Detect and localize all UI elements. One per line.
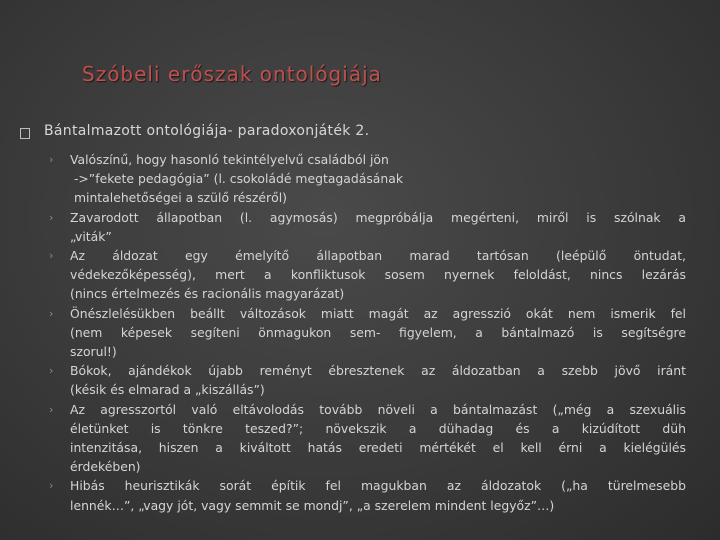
- chevron-right-icon: ›: [49, 153, 54, 166]
- list-item: [49, 476, 686, 514]
- list-item-line: védekezőképesség), mert a konfliktusok sosem nyernek feloldást, nincs lezárás: [70, 267, 686, 283]
- list-item-line: (nincs értelmezés és racionális magyarázat): [70, 286, 345, 302]
- list-item-line: Az áldozat egy émelyítő állapotban marad tartósan (leépülő öntudat,: [70, 248, 686, 264]
- list-item: [49, 208, 686, 246]
- list-item: [49, 246, 686, 304]
- list-item-line: életünket is tönkre teszed?”; növekszik a dühadag és a kizúdított düh: [70, 420, 686, 436]
- chevron-right-icon: ›: [49, 306, 54, 320]
- list-item-line: lennék…”, „vagy jót, vagy semmit se mondj”, „a szerelem mindent legyőz”…): [70, 497, 555, 513]
- list-item-line: (késik és elmarad a „kiszállás”): [70, 382, 265, 398]
- list-item-line: Önészlelésükben beállt változások miatt magát az agresszió okát nem ismerik fel: [70, 305, 686, 321]
- chevron-right-icon: ›: [49, 402, 54, 416]
- main-bullet-text: Bántalmazott ontológiája- paradoxonjáték 2.: [44, 123, 370, 139]
- sub-bullet-list: [49, 150, 686, 515]
- list-item-line: ->”fekete pedagógia” (l. csokoládé megtagadásának: [70, 171, 403, 187]
- list-item-line: (nem képesek segíteni önmagukon sem- figyelem, a bántalmazó is segítségre: [70, 324, 686, 340]
- list-item-line: szorul!): [70, 344, 117, 360]
- list-item-line: Hibás heurisztikák sorát építik fel magukban az áldozatok („ha türelmesebb: [70, 478, 686, 494]
- list-item-line: „viták”: [70, 228, 112, 244]
- list-item-line: intenzitása, hiszen a kiváltott hatás eredeti mértékét el kell érni a kielégülés: [70, 440, 686, 456]
- chevron-right-icon: ›: [49, 364, 54, 378]
- list-item: [49, 304, 686, 362]
- list-item-line: Bókok, ajándékok újabb reményt ébresztenek az áldozatban a szebb jövő iránt: [70, 363, 686, 379]
- slide-title: Szóbeli erőszak ontológiája: [82, 62, 382, 86]
- list-item: [49, 361, 686, 399]
- square-bullet-icon: [20, 128, 30, 139]
- list-item-line: Valószínű, hogy hasonló tekintélyelvű családból jön: [70, 152, 389, 167]
- list-item-line: Az agresszortól való eltávolodás tovább növeli a bántalmazást („még a szexuális: [70, 401, 686, 417]
- list-item-line: mintalehetőségei a szülő részéről): [70, 190, 287, 206]
- list-item: [49, 400, 686, 477]
- list-item-line: Zavarodott állapotban (l. agymosás) megpróbálja megérteni, miről is szólnak a: [70, 209, 686, 225]
- chevron-right-icon: ›: [49, 210, 54, 224]
- list-item: [49, 150, 686, 208]
- list-item-line: érdekében): [70, 459, 141, 475]
- chevron-right-icon: ›: [49, 249, 54, 263]
- chevron-right-icon: ›: [49, 479, 54, 493]
